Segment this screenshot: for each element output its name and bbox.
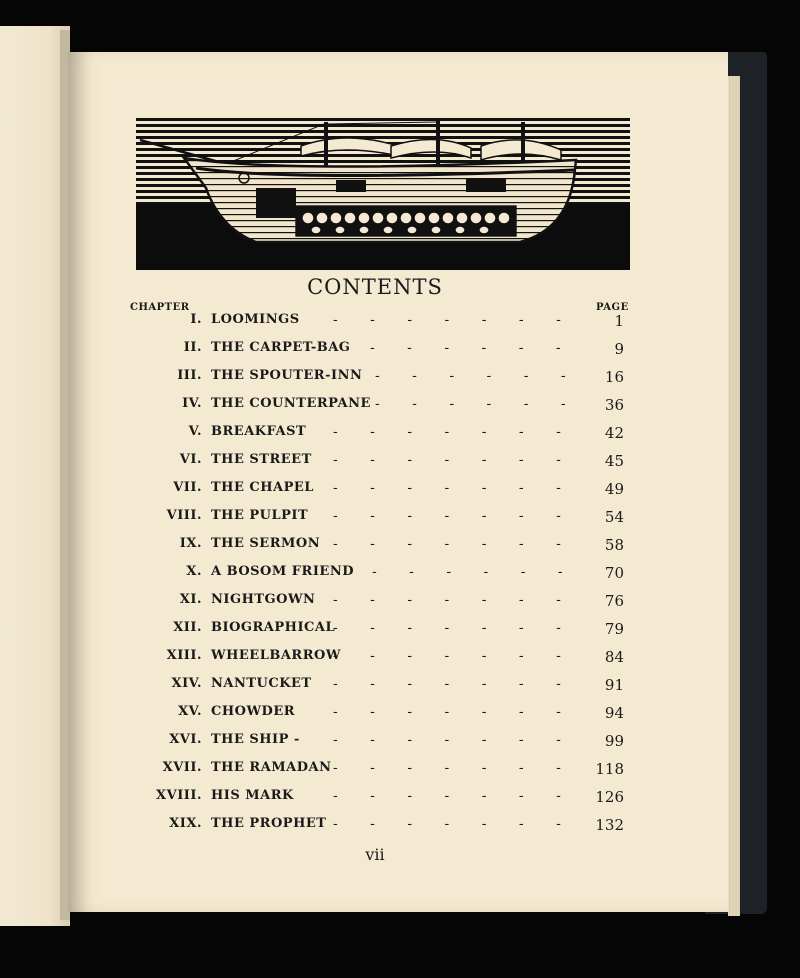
page-number: 54 [604, 508, 624, 526]
chapter-title: THE COUNTERPANE [211, 396, 371, 411]
page-number: 45 [604, 452, 624, 470]
toc-entry [0, 424, 800, 448]
toc-entry [0, 592, 800, 616]
toc-entry [0, 760, 800, 784]
chapter-title: CHOWDER [211, 704, 296, 719]
page-number: 42 [604, 424, 624, 442]
page-number: 118 [595, 760, 624, 778]
leader-dashes: - - - - - - - [333, 648, 561, 664]
chapter-title: BIOGRAPHICAL [211, 620, 336, 635]
chapter-number: XI. [179, 592, 202, 607]
chapter-number: IV. [182, 396, 202, 411]
leader-dashes: - - - - - - - [333, 732, 561, 748]
page-number: 91 [604, 676, 624, 694]
page-number: 9 [614, 340, 624, 358]
ship-woodcut-illustration [136, 118, 630, 270]
chapter-title: THE PULPIT [211, 508, 309, 523]
toc-entry [0, 396, 800, 420]
chapter-number: XVII. [162, 760, 202, 775]
chapter-title: THE PROPHET [211, 816, 327, 831]
toc-entry [0, 676, 800, 700]
chapter-title: HIS MARK [211, 788, 294, 803]
leader-dashes: - - - - - - - [333, 620, 561, 636]
leader-dashes: - - - - - - - [333, 312, 561, 328]
toc-entry [0, 340, 800, 364]
leader-dashes: - - - - - - - [333, 452, 561, 468]
chapter-number: XIII. [166, 648, 202, 663]
chapter-number: XII. [173, 620, 202, 635]
chapter-title: THE SERMON [211, 536, 321, 551]
chapter-number: X. [186, 564, 202, 579]
toc-entry [0, 480, 800, 504]
chapter-number: I. [190, 312, 202, 327]
leader-dashes: - - - - - - - [333, 536, 561, 552]
toc-entry [0, 452, 800, 476]
chapter-number: VI. [179, 452, 202, 467]
chapter-title: THE SPOUTER-INN [211, 368, 363, 383]
leader-dashes: - - - - - - [370, 340, 561, 356]
toc-entry [0, 508, 800, 532]
page-number: 76 [604, 592, 624, 610]
toc-entry [0, 732, 800, 756]
toc-entry [0, 816, 800, 840]
folio-page-number: vii [365, 845, 385, 864]
chapter-title: BREAKFAST [211, 424, 307, 439]
leader-dashes: - - - - - - - [333, 424, 561, 440]
leader-dashes: - - - - - - - [333, 760, 561, 776]
leader-dashes: - - - - - - - [333, 508, 561, 524]
page-number: 84 [604, 648, 624, 666]
chapter-title: A BOSOM FRIEND [211, 564, 354, 579]
toc-entry [0, 312, 800, 336]
toc-entry [0, 704, 800, 728]
chapter-title: WHEELBARROW [211, 648, 341, 663]
page-number: 99 [604, 732, 624, 750]
chapter-title: THE SHIP - [211, 732, 300, 747]
chapter-title: THE RAMADAN [211, 760, 332, 775]
page-number: 132 [595, 816, 624, 834]
toc-entry [0, 648, 800, 672]
chapter-number: XIX. [169, 816, 202, 831]
chapter-title: THE STREET [211, 452, 312, 467]
page-number: 36 [604, 396, 624, 414]
toc-entry [0, 564, 800, 588]
leader-dashes: - - - - - - - [333, 592, 561, 608]
page-number: 79 [604, 620, 624, 638]
leader-dashes: - - - - - - [375, 368, 566, 384]
chapter-number: VIII. [166, 508, 202, 523]
page-number: 126 [595, 788, 624, 806]
chapter-number: XVIII. [156, 788, 202, 803]
contents-heading: CONTENTS [307, 275, 443, 299]
page-column-label: PAGE [596, 302, 629, 313]
toc-entry [0, 536, 800, 560]
page-number: 16 [604, 368, 624, 386]
chapter-title: NIGHTGOWN [211, 592, 316, 607]
leader-dashes: - - - - - - - [333, 816, 561, 832]
leader-dashes: - - - - - - [375, 396, 566, 412]
toc-entry [0, 620, 800, 644]
chapter-column-label: CHAPTER [130, 302, 190, 313]
chapter-number: XIV. [171, 676, 202, 691]
chapter-number: IX. [179, 536, 202, 551]
chapter-number: XVI. [169, 732, 202, 747]
chapter-number: III. [177, 368, 202, 383]
page-number: 94 [604, 704, 624, 722]
chapter-title: LOOMINGS [211, 312, 300, 327]
leader-dashes: - - - - - - - [333, 676, 561, 692]
page-number: 70 [604, 564, 624, 582]
chapter-title: NANTUCKET [211, 676, 312, 691]
chapter-number: V. [188, 424, 202, 439]
chapter-number: XV. [178, 704, 202, 719]
chapter-number: VII. [173, 480, 202, 495]
toc-entry [0, 788, 800, 812]
toc-entry [0, 368, 800, 392]
chapter-title: THE CHAPEL [211, 480, 314, 495]
chapter-title: THE CARPET-BAG [211, 340, 351, 355]
leader-dashes: - - - - - - - [333, 704, 561, 720]
chapter-number: II. [183, 340, 202, 355]
page-number: 49 [604, 480, 624, 498]
leader-dashes: - - - - - - - [333, 480, 561, 496]
page-number: 58 [604, 536, 624, 554]
page-number: 1 [614, 312, 624, 330]
leader-dashes: - - - - - - [372, 564, 563, 580]
leader-dashes: - - - - - - - [333, 788, 561, 804]
